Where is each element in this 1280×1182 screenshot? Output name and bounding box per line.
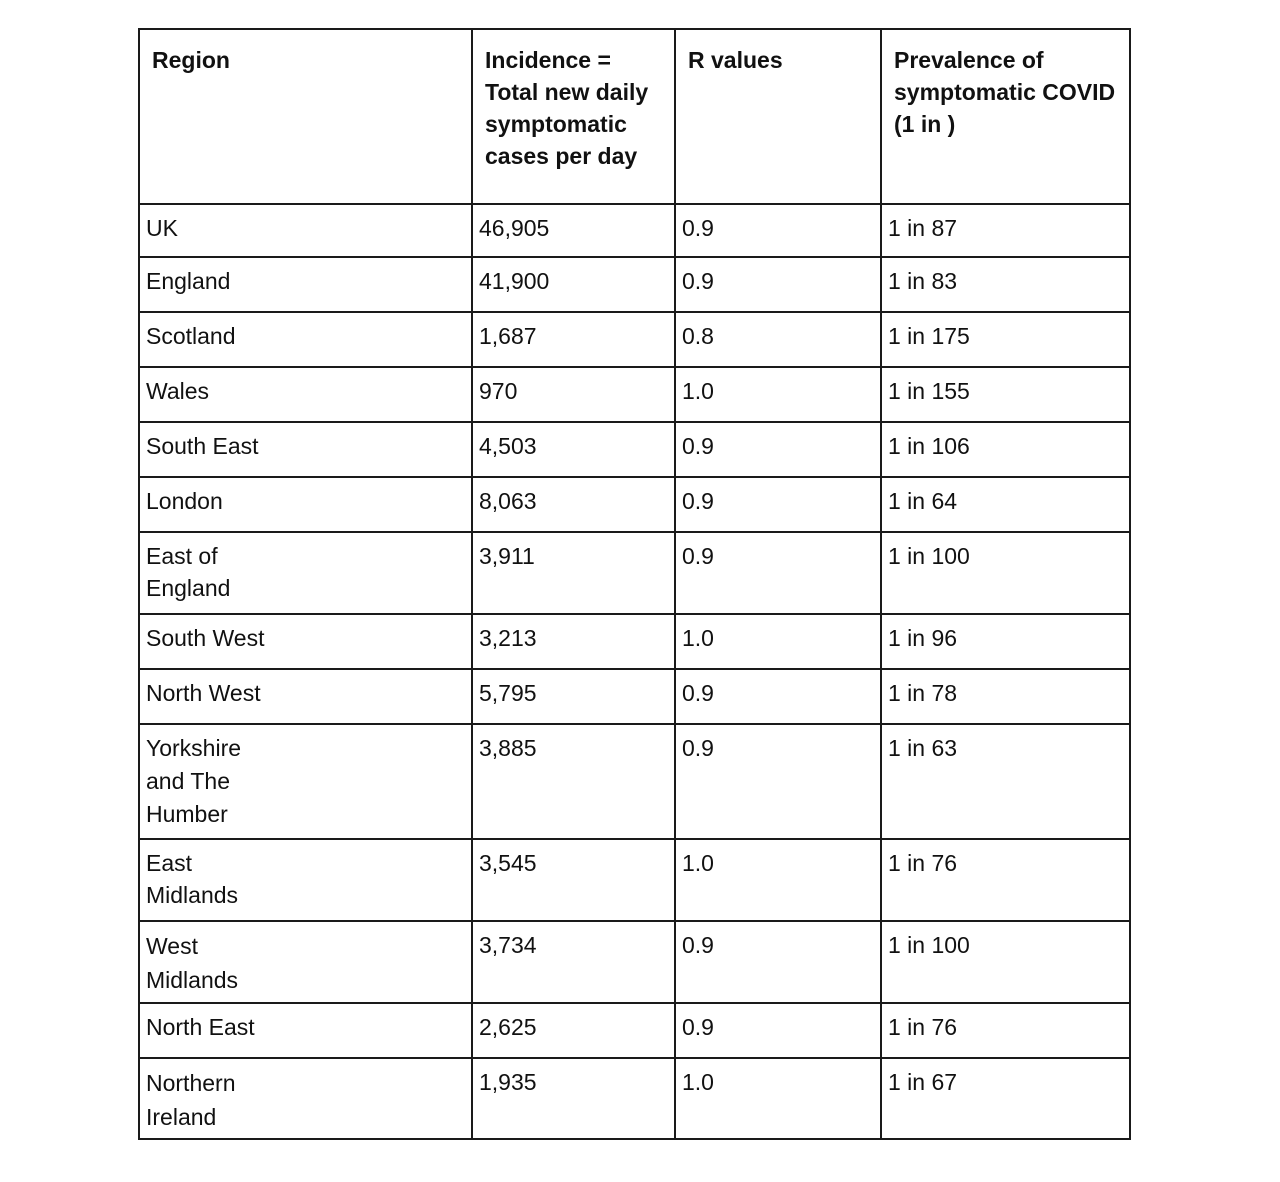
table-row	[139, 1003, 1130, 1058]
incidence-cell-text: 3,213	[479, 625, 537, 651]
header-incidence	[472, 29, 675, 204]
prevalence-cell	[881, 204, 1130, 257]
incidence-cell	[472, 839, 675, 921]
table-row	[139, 477, 1130, 532]
header-region-label: Region	[152, 47, 230, 73]
region-cell	[139, 477, 472, 532]
table-row	[139, 839, 1130, 921]
r-value-cell	[675, 1058, 881, 1139]
incidence-cell-text: 1,687	[479, 323, 537, 349]
table-row	[139, 1058, 1130, 1139]
table-row	[139, 669, 1130, 724]
r-value-cell-text: 0.9	[682, 543, 714, 569]
table-row	[139, 204, 1130, 257]
prevalence-cell	[881, 724, 1130, 839]
prevalence-cell-text: 1 in 64	[888, 488, 958, 514]
r-value-cell	[675, 204, 881, 257]
incidence-cell-text: 2,625	[479, 1014, 537, 1040]
table-row	[139, 422, 1130, 477]
r-value-cell	[675, 422, 881, 477]
prevalence-cell	[881, 1058, 1130, 1139]
table-row	[139, 614, 1130, 669]
region-cell-text: East Midlands	[146, 850, 239, 908]
header-r-values-label: R values	[688, 47, 783, 73]
region-cell-text: North West	[146, 680, 261, 706]
region-cell	[139, 257, 472, 312]
table-row	[139, 921, 1130, 1003]
incidence-cell	[472, 422, 675, 477]
prevalence-cell-text: 1 in 83	[888, 268, 958, 294]
r-value-cell	[675, 477, 881, 532]
incidence-cell-text: 3,911	[479, 543, 535, 569]
header-region	[139, 29, 472, 204]
region-cell	[139, 532, 472, 614]
region-cell-text: South West	[146, 625, 265, 651]
table-row	[139, 257, 1130, 312]
incidence-cell-text: 5,795	[479, 680, 537, 706]
region-cell	[139, 669, 472, 724]
region-cell	[139, 724, 472, 839]
r-value-cell-text: 0.9	[682, 1014, 714, 1040]
r-value-cell	[675, 669, 881, 724]
r-value-cell-text: 0.9	[682, 215, 714, 241]
incidence-cell	[472, 532, 675, 614]
header-incidence-label: Incidence = Total new daily symptomatic cases per day	[485, 47, 649, 169]
prevalence-cell	[881, 669, 1130, 724]
incidence-cell-text: 3,734	[479, 932, 537, 958]
r-value-cell	[675, 839, 881, 921]
region-cell	[139, 839, 472, 921]
r-value-cell-text: 1.0	[682, 625, 714, 651]
r-value-cell	[675, 724, 881, 839]
region-cell	[139, 422, 472, 477]
incidence-cell	[472, 1003, 675, 1058]
prevalence-cell-text: 1 in 96	[888, 625, 958, 651]
r-value-cell	[675, 257, 881, 312]
r-value-cell-text: 1.0	[682, 378, 714, 404]
r-value-cell-text: 1.0	[682, 1069, 714, 1095]
r-value-cell	[675, 312, 881, 367]
incidence-cell-text: 8,063	[479, 488, 537, 514]
prevalence-cell	[881, 614, 1130, 669]
incidence-cell	[472, 257, 675, 312]
prevalence-cell	[881, 312, 1130, 367]
prevalence-cell	[881, 367, 1130, 422]
incidence-cell	[472, 614, 675, 669]
incidence-cell-text: 46,905	[479, 215, 550, 241]
region-cell-text: Yorkshire and The Humber	[146, 735, 242, 827]
prevalence-cell-text: 1 in 100	[888, 543, 970, 569]
table-row	[139, 724, 1130, 839]
incidence-cell	[472, 921, 675, 1003]
region-cell-text: Scotland	[146, 323, 236, 349]
prevalence-cell-text: 1 in 63	[888, 735, 958, 761]
region-cell	[139, 921, 472, 1003]
r-value-cell	[675, 614, 881, 669]
r-value-cell	[675, 1003, 881, 1058]
region-cell	[139, 204, 472, 257]
region-cell-text: North East	[146, 1014, 255, 1040]
region-cell-text: Northern Ireland	[146, 1070, 236, 1130]
table-row	[139, 532, 1130, 614]
region-cell	[139, 1003, 472, 1058]
prevalence-cell	[881, 532, 1130, 614]
incidence-cell	[472, 724, 675, 839]
region-cell-text: London	[146, 488, 223, 514]
prevalence-cell-text: 1 in 76	[888, 850, 958, 876]
prevalence-cell-text: 1 in 100	[888, 932, 970, 958]
prevalence-cell-text: 1 in 155	[888, 378, 970, 404]
region-cell	[139, 367, 472, 422]
table-body	[139, 204, 1130, 1139]
prevalence-cell-text: 1 in 67	[888, 1069, 958, 1095]
r-value-cell-text: 0.9	[682, 433, 714, 459]
incidence-cell-text: 3,885	[479, 735, 537, 761]
r-value-cell-text: 0.9	[682, 680, 714, 706]
region-cell	[139, 312, 472, 367]
incidence-cell-text: 4,503	[479, 433, 537, 459]
r-value-cell-text: 0.9	[682, 488, 714, 514]
table-row	[139, 312, 1130, 367]
incidence-cell	[472, 1058, 675, 1139]
table-row	[139, 367, 1130, 422]
r-value-cell	[675, 367, 881, 422]
prevalence-cell-text: 1 in 78	[888, 680, 958, 706]
prevalence-cell-text: 1 in 87	[888, 215, 958, 241]
header-prevalence	[881, 29, 1130, 204]
r-value-cell	[675, 921, 881, 1003]
incidence-cell	[472, 367, 675, 422]
region-cell-text: East of England	[146, 543, 231, 601]
incidence-cell-text: 970	[479, 378, 518, 404]
incidence-cell	[472, 204, 675, 257]
prevalence-cell	[881, 921, 1130, 1003]
prevalence-cell	[881, 257, 1130, 312]
table-header-row	[139, 29, 1130, 204]
covid-regional-table	[138, 28, 1131, 1140]
incidence-cell	[472, 312, 675, 367]
region-cell-text: Wales	[146, 378, 210, 404]
incidence-cell	[472, 669, 675, 724]
r-value-cell-text: 0.9	[682, 735, 714, 761]
region-cell-text: South East	[146, 433, 259, 459]
region-cell	[139, 1058, 472, 1139]
region-cell	[139, 614, 472, 669]
region-cell-text: England	[146, 268, 231, 294]
r-value-cell-text: 0.9	[682, 932, 714, 958]
region-cell-text: West Midlands	[146, 933, 239, 993]
prevalence-cell	[881, 422, 1130, 477]
incidence-cell-text: 3,545	[479, 850, 537, 876]
r-value-cell-text: 0.9	[682, 268, 714, 294]
header-r-values	[675, 29, 881, 204]
incidence-cell-text: 41,900	[479, 268, 550, 294]
prevalence-cell	[881, 1003, 1130, 1058]
r-value-cell-text: 1.0	[682, 850, 714, 876]
header-prevalence-label: Prevalence of symptomatic COVID (1 in )	[894, 47, 1116, 137]
region-cell-text: UK	[146, 215, 178, 241]
prevalence-cell	[881, 839, 1130, 921]
r-value-cell-text: 0.8	[682, 323, 714, 349]
prevalence-cell-text: 1 in 106	[888, 433, 970, 459]
prevalence-cell-text: 1 in 175	[888, 323, 970, 349]
prevalence-cell	[881, 477, 1130, 532]
r-value-cell	[675, 532, 881, 614]
incidence-cell-text: 1,935	[479, 1069, 537, 1095]
incidence-cell	[472, 477, 675, 532]
prevalence-cell-text: 1 in 76	[888, 1014, 958, 1040]
